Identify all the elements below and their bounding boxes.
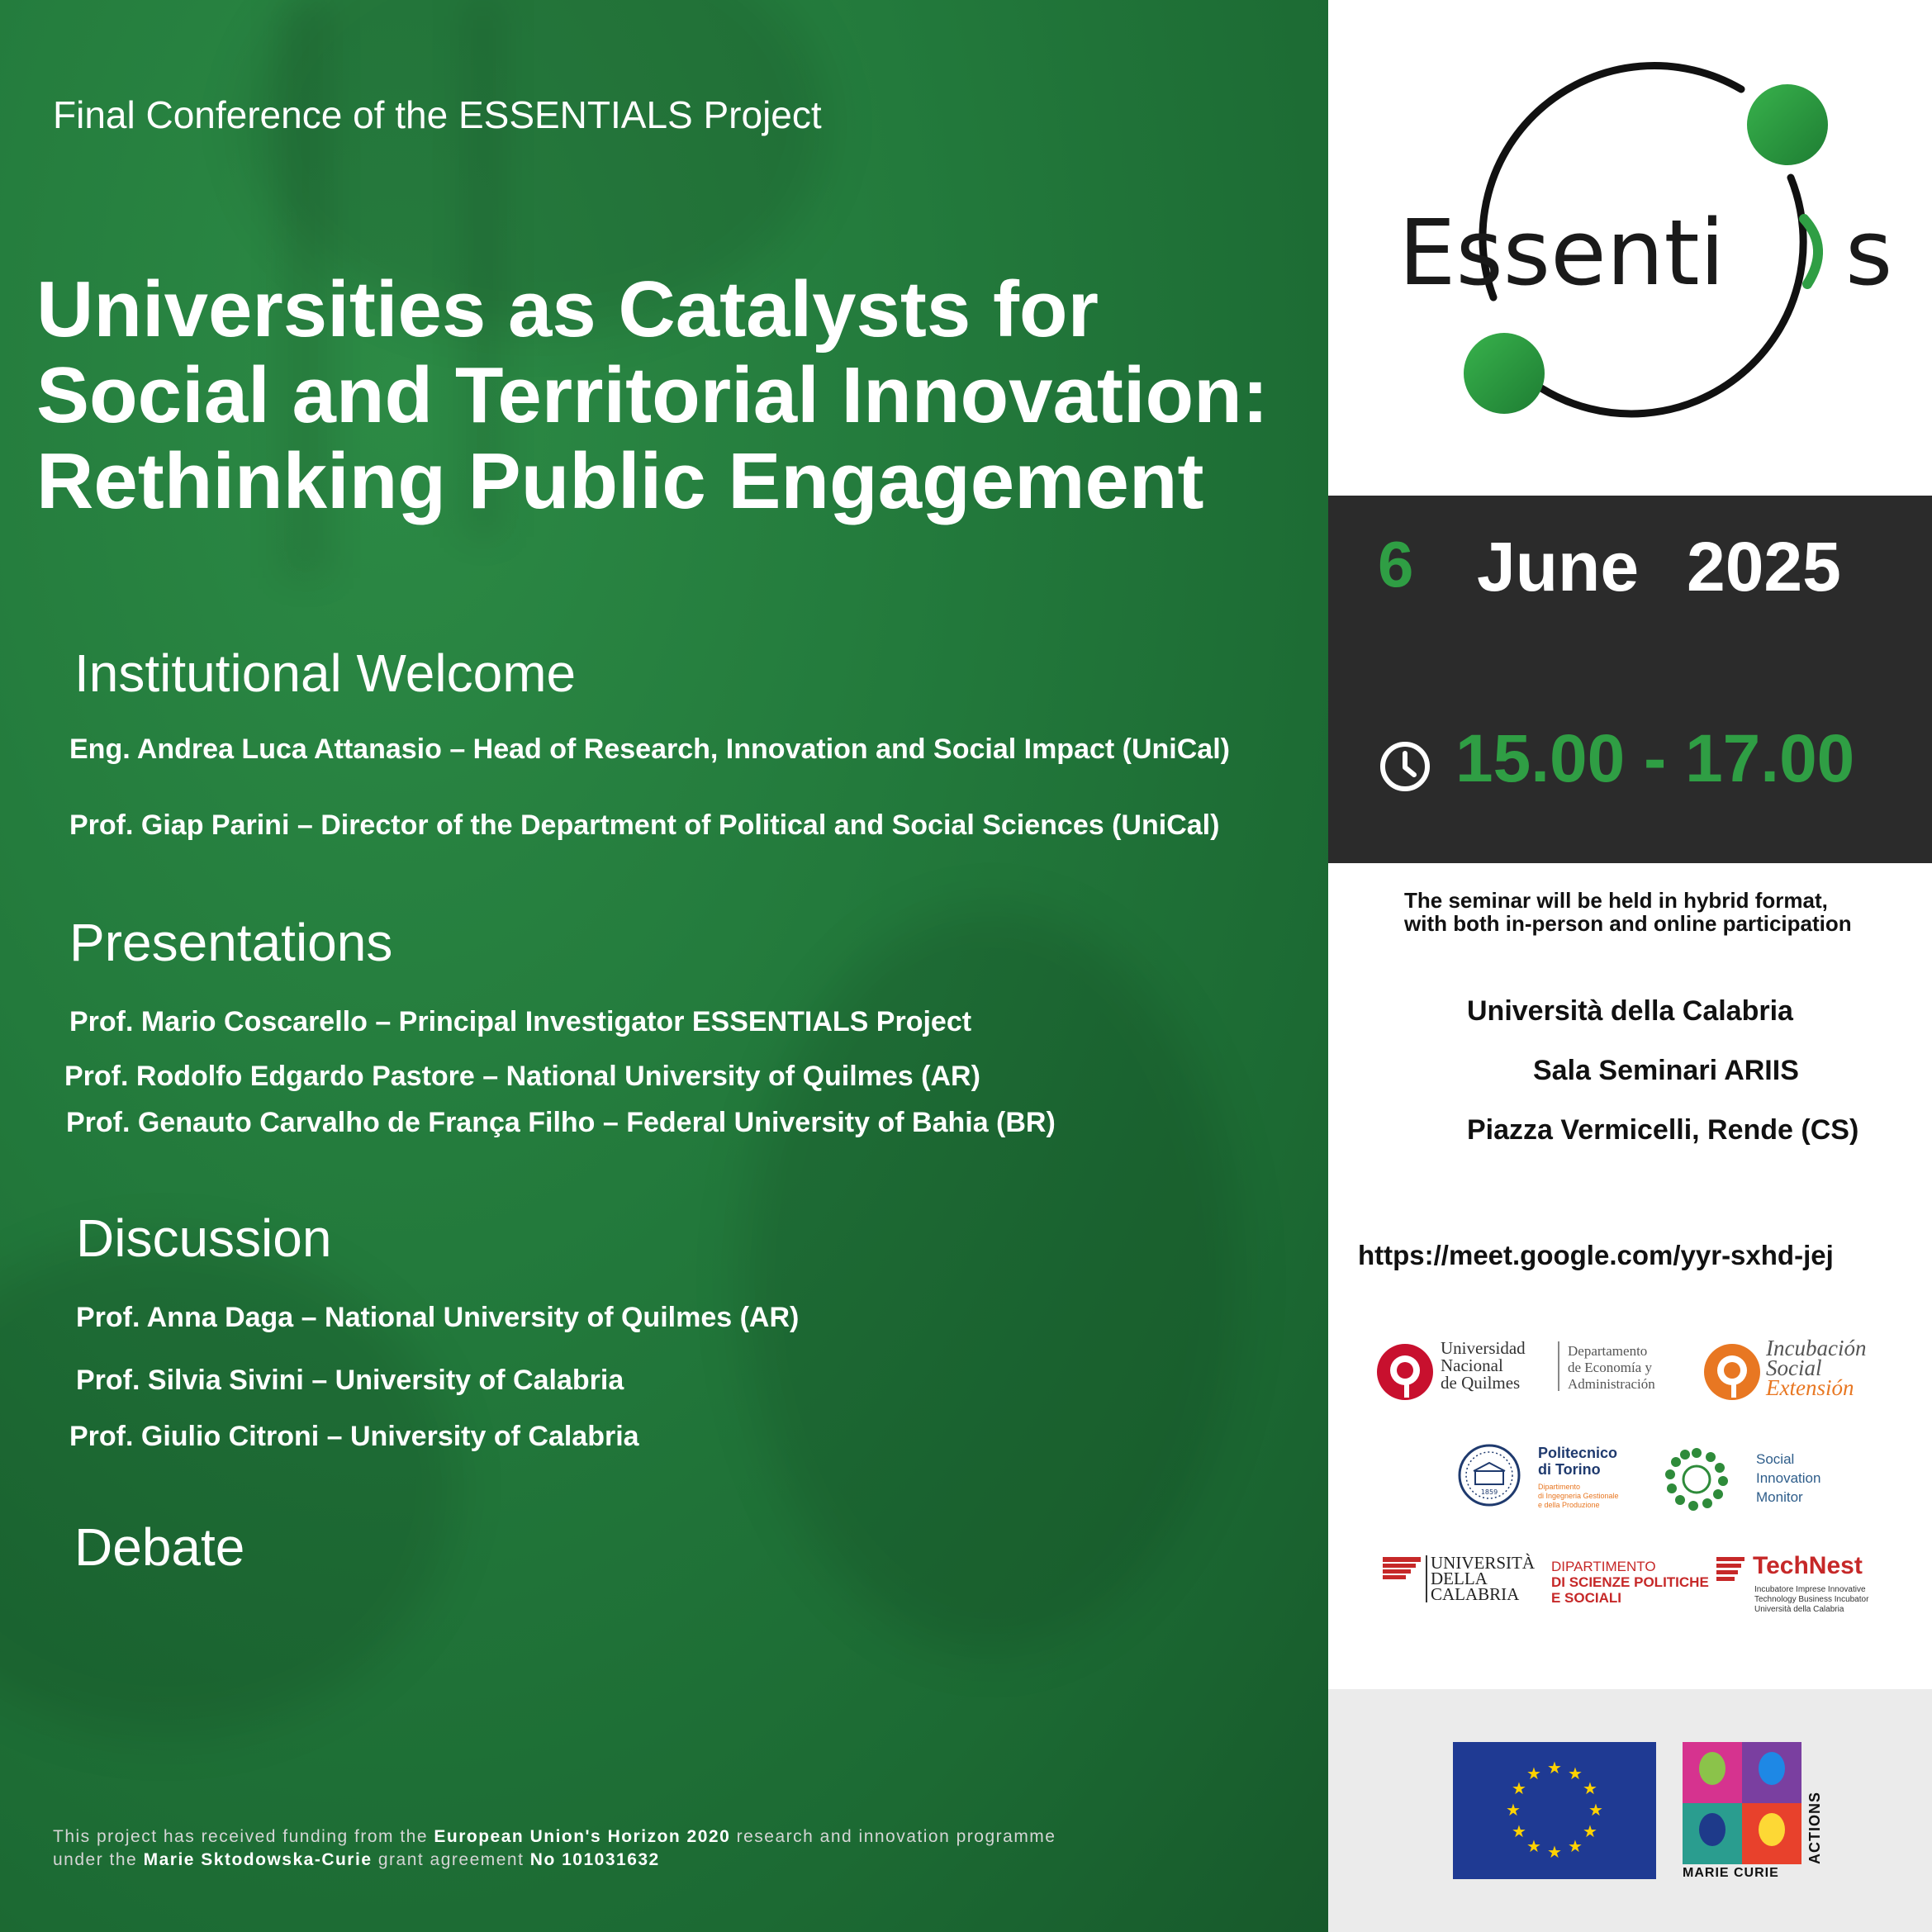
event-title-line: Social and Territorial Innovation: <box>36 351 1269 439</box>
svg-text:★: ★ <box>1547 1758 1562 1778</box>
venue-name: Università della Calabria <box>1467 995 1793 1027</box>
unical-name-line: CALABRIA <box>1431 1584 1520 1604</box>
funding-text-bold: No 101031632 <box>529 1850 660 1869</box>
divider <box>1558 1341 1559 1391</box>
partner-logo-technest <box>1716 1554 1923 1620</box>
sim-name-line: Innovation <box>1756 1470 1821 1486</box>
quilmes-name-line: Universidad <box>1441 1338 1526 1358</box>
speaker-line: Prof. Mario Coscarello – Principal Investigator ESSENTIALS Project <box>69 1006 972 1037</box>
partner-logo-unical <box>1383 1555 1713 1621</box>
quilmes-dept-line: de Economía y <box>1568 1360 1652 1375</box>
technest-line: Incubatore Imprese Innovative <box>1754 1585 1866 1594</box>
format-note: The seminar will be held in hybrid format, <box>1404 888 1828 913</box>
technest-name: TechNest <box>1753 1552 1863 1579</box>
svg-text:★: ★ <box>1526 1836 1541 1856</box>
speaker-line: Prof. Giulio Citroni – University of Calabria <box>69 1421 639 1452</box>
quilmes-name-line: Nacional <box>1441 1355 1503 1375</box>
partner-logo-incubacion <box>1702 1338 1900 1404</box>
quilmes-dept-line: Departamento <box>1568 1343 1648 1359</box>
unical-department <box>1551 1559 1709 1606</box>
polito-dept-line: e della Produzione <box>1538 1501 1600 1509</box>
event-title-line: Universities as Catalysts for <box>36 265 1099 354</box>
section-heading-presentations: Presentations <box>69 913 393 972</box>
quilmes-dept-line: Administración <box>1568 1376 1655 1392</box>
svg-text:★: ★ <box>1526 1763 1541 1783</box>
technest-line: Technology Business Incubator <box>1754 1595 1869 1604</box>
svg-text:★: ★ <box>1547 1842 1562 1862</box>
event-day: 6 <box>1378 528 1414 600</box>
quilmes-name <box>1441 1340 1526 1392</box>
meeting-link[interactable]: https://meet.google.com/yyr-sxhd-jej <box>1358 1240 1834 1270</box>
marie-curie-actions-logo <box>1683 1742 1831 1882</box>
funding-text: under the <box>53 1850 138 1869</box>
event-title-line: Rethinking Public Engagement <box>36 437 1204 525</box>
speaker-line: Prof. Genauto Carvalho de França Filho – Federal University of Bahia (BR) <box>66 1107 1056 1138</box>
speaker-line: Prof. Silvia Sivini – University of Calabria <box>76 1365 624 1396</box>
marie-curie-portrait-grid <box>1683 1742 1801 1864</box>
unical-dept-line: E SOCIALI <box>1551 1590 1622 1606</box>
event-year: 2025 <box>1687 528 1841 605</box>
technest-mark-icon <box>1716 1557 1744 1582</box>
clock-icon <box>1378 739 1432 794</box>
event-month: June <box>1477 528 1640 605</box>
quilmes-name-line: de Quilmes <box>1441 1373 1521 1393</box>
partner-logo-polito <box>1457 1443 1655 1514</box>
section-heading-welcome: Institutional Welcome <box>74 643 577 703</box>
svg-text:★: ★ <box>1583 1778 1597 1798</box>
funding-text: grant agreement <box>377 1850 525 1869</box>
polito-dept-line: di Ingegneria Gestionale <box>1538 1492 1619 1500</box>
incubacion-name-line: Extensión <box>1766 1375 1854 1400</box>
svg-text:★: ★ <box>1512 1821 1526 1841</box>
unical-dept-line: DI SCIENZE POLITICHE <box>1551 1574 1709 1590</box>
svg-text:★: ★ <box>1588 1800 1603 1820</box>
logo-text-right: s <box>1845 200 1893 306</box>
incubacion-name-line: Social <box>1766 1355 1822 1380</box>
event-info <box>1328 863 1932 1689</box>
speaker-line: Eng. Andrea Luca Attanasio – Head of Research, Innovation and Social Impact (UniCal) <box>69 733 1230 765</box>
essentials-ring-logo <box>1328 0 1932 496</box>
unical-name-line: DELLA <box>1431 1569 1488 1588</box>
sim-name <box>1756 1450 1820 1507</box>
funding-statement-line <box>53 1850 660 1870</box>
polito-name-line: Politecnico <box>1538 1445 1618 1461</box>
date-time-bar <box>1328 496 1932 863</box>
technest-line: Università della Calabria <box>1754 1605 1844 1614</box>
section-heading-discussion: Discussion <box>76 1208 332 1268</box>
incubacion-q-icon <box>1702 1341 1763 1403</box>
mca-name-label: MARIE CURIE <box>1683 1866 1779 1880</box>
funding-text: This project has received funding from the <box>53 1827 429 1846</box>
logo-text-left: Essenti <box>1398 200 1726 306</box>
partner-logo-quilmes <box>1374 1338 1680 1404</box>
speaker-line: Prof. Rodolfo Edgardo Pastore – National University of Quilmes (AR) <box>64 1061 980 1092</box>
format-note: with both in-person and online participation <box>1404 911 1852 936</box>
polito-name-line: di Torino <box>1538 1461 1601 1478</box>
funding-text-bold: European Union's Horizon 2020 <box>434 1827 731 1846</box>
svg-text:★: ★ <box>1512 1778 1526 1798</box>
incubacion-name <box>1766 1338 1866 1398</box>
green-dot <box>1464 333 1545 414</box>
unical-dept-line: DIPARTIMENTO <box>1551 1559 1656 1574</box>
speaker-line: Prof. Anna Daga – National University of Quilmes (AR) <box>76 1302 800 1333</box>
funding-text-bold: Marie Sktodowska-Curie <box>143 1850 373 1869</box>
technest-subtitle <box>1754 1585 1868 1615</box>
green-dot <box>1747 84 1828 165</box>
essentials-logo-area <box>1328 0 1932 496</box>
polito-name <box>1538 1445 1617 1478</box>
eu-flag-icon <box>1453 1742 1656 1879</box>
polito-seal-icon <box>1457 1443 1521 1507</box>
funding-text: research and innovation programme <box>736 1827 1056 1846</box>
unical-mark-icon <box>1383 1557 1421 1582</box>
svg-text:★: ★ <box>1583 1821 1597 1841</box>
venue-room: Sala Seminari ARIIS <box>1533 1055 1799 1086</box>
unical-name-line: UNIVERSITÀ <box>1431 1553 1535 1573</box>
sim-wreath-icon <box>1664 1446 1730 1512</box>
quilmes-department <box>1568 1343 1655 1393</box>
sim-name-line: Social <box>1756 1451 1795 1467</box>
sim-name-line: Monitor <box>1756 1489 1803 1505</box>
funding-logos-bar <box>1328 1689 1932 1932</box>
polito-dept-line: Dipartimento <box>1538 1483 1581 1491</box>
venue-address: Piazza Vermicelli, Rende (CS) <box>1467 1114 1859 1146</box>
quilmes-q-icon <box>1374 1341 1436 1403</box>
svg-text:★: ★ <box>1568 1763 1583 1783</box>
polito-department <box>1538 1483 1619 1510</box>
partner-logo-sim <box>1664 1446 1829 1512</box>
speaker-line: Prof. Giap Parini – Director of the Department of Political and Social Sciences (UniCal) <box>69 809 1220 841</box>
event-kicker: Final Conference of the ESSENTIALS Project <box>53 93 822 136</box>
funding-statement-line <box>53 1827 1056 1847</box>
mca-actions-label: ACTIONS <box>1806 1792 1823 1864</box>
svg-text:★: ★ <box>1568 1836 1583 1856</box>
incubacion-name-line: Incubación <box>1766 1336 1867 1360</box>
svg-text:★: ★ <box>1506 1800 1521 1820</box>
unical-name <box>1426 1555 1535 1602</box>
polito-seal-year: 1859 <box>1480 1488 1498 1496</box>
event-time: 15.00 - 17.00 <box>1455 721 1855 796</box>
section-heading-debate: Debate <box>74 1517 245 1577</box>
